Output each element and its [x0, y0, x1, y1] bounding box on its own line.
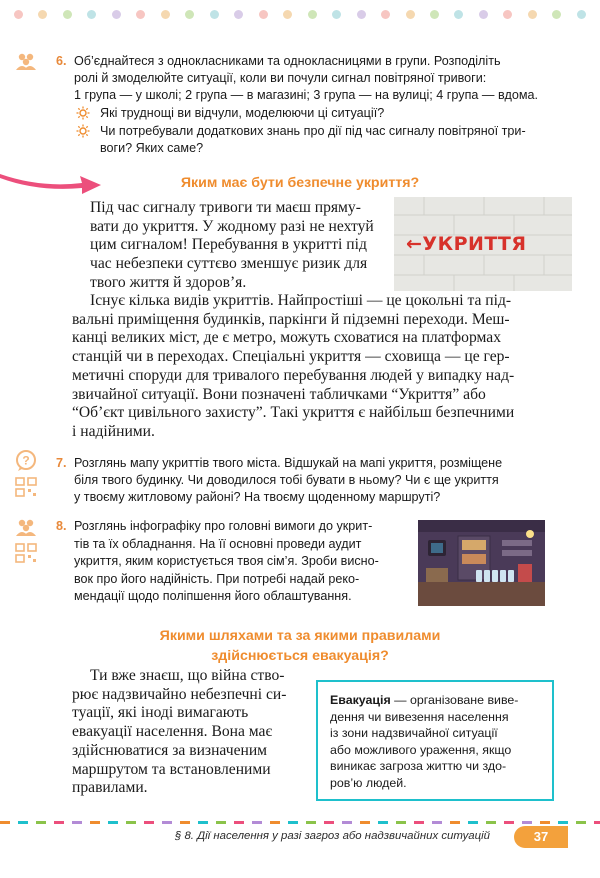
footer-dash — [72, 821, 82, 824]
footer-dash — [450, 821, 460, 824]
footer-dash — [36, 821, 46, 824]
footer-dash — [468, 821, 478, 824]
question-line: воги? Яких саме? — [100, 141, 204, 155]
footer-dash — [432, 821, 442, 824]
qr-code-icon — [14, 542, 38, 564]
decorative-dot — [136, 10, 145, 19]
para-line: станцій чи в переходах. Спеціальні укриття — сховища — це гер- — [72, 348, 510, 366]
definition-line: ров’ю людей. — [330, 775, 407, 790]
question-bubble-icon — [14, 450, 38, 472]
task-line: тів та їх обладнання. На її основні проведи аудит — [74, 536, 362, 551]
task-line: 1 група — у школі; 2 група — в магазині; 3 група — на вулиці; 4 група — вдома. — [74, 88, 539, 102]
footer-dash — [576, 821, 586, 824]
paragraph-evacuation — [72, 667, 300, 798]
decorative-dot — [63, 10, 72, 19]
para-line: метичні споруди для тривалого перебування людей у випадку над- — [72, 366, 515, 384]
question-line: Чи потребували додаткових знань про дії під час сигналу повітряної три- — [100, 124, 526, 138]
decorative-dot — [161, 10, 170, 19]
footer-dash — [108, 821, 118, 824]
paragraph-shelter-types — [72, 292, 576, 442]
decorative-dot — [406, 10, 415, 19]
para-line: звичайної ситуації. Вони позначені табличками “Укриття” або — [72, 385, 486, 403]
footer-dash — [90, 821, 100, 824]
footer-dash — [396, 821, 406, 824]
people-group-icon — [14, 516, 38, 538]
decorative-dot — [381, 10, 390, 19]
decorative-dot — [430, 10, 439, 19]
task-number: 6. — [56, 54, 67, 68]
paragraph-shelter-intro — [90, 199, 376, 293]
footer-dash — [486, 821, 496, 824]
footer-dash — [126, 821, 136, 824]
footer-dash — [144, 821, 154, 824]
decorative-dot — [577, 10, 586, 19]
footer-dash — [0, 821, 10, 824]
footer-dash — [234, 821, 244, 824]
para-line: вальні приміщення будинків, паркінги й підземні переходи. Меш- — [72, 310, 510, 328]
page-number: 37 — [514, 826, 568, 848]
decorative-dot — [38, 10, 47, 19]
decorative-dot — [454, 10, 463, 19]
para-line: “Об’єкт цивільного захисту”. Такі укриття є найбільш безпечними — [72, 404, 515, 422]
task-7 — [56, 455, 576, 506]
definition-line: виникає загроза життю чи здо- — [330, 759, 507, 773]
qr-code-icon — [14, 476, 38, 498]
task-line: Розглянь інфографіку про головні вимоги до укрит- — [74, 519, 373, 533]
para-line: Існує кілька видів укриттів. Найпростіші — це цокольні та під- — [90, 292, 512, 309]
definition-box — [316, 680, 554, 801]
task-line: Об’єднайтеся з однокласниками та однокласницями в групи. Розподіліть — [74, 54, 501, 68]
decorative-dot — [185, 10, 194, 19]
task-line: Розглянь мапу укриттів твого міста. Відшукай на мапі укриття, розміщене — [74, 456, 503, 470]
para-line: вати до укриття. У жодному разі не нехтуй — [90, 217, 374, 235]
task-8 — [56, 518, 408, 606]
para-line: евакуації населення. Вона має — [72, 723, 273, 741]
task-line: укриття, яким користується твоя сім’я. Зроби висно- — [74, 554, 379, 569]
decorative-dot — [552, 10, 561, 19]
para-line: канці великих міст, де є метро, можуть сховатися на платформах — [72, 329, 501, 347]
decorative-dot — [528, 10, 537, 19]
task-number: 7. — [56, 456, 67, 470]
section-heading-shelter: Яким має бути безпечне укриття? — [180, 175, 420, 191]
footer-dash — [360, 821, 370, 824]
sun-bullet-icon — [76, 106, 90, 120]
para-line: твого життя й здоров’я. — [90, 273, 247, 291]
footer-section-title: § 8. Дії населення у разі загроз або надзвичайних ситуацій — [174, 830, 490, 842]
footer-dash — [162, 821, 172, 824]
footer-dash — [378, 821, 388, 824]
para-line: маршрутом та встановленими — [72, 760, 271, 778]
question-line: Які труднощі ви відчули, моделюючи ці ситуації? — [100, 106, 385, 120]
decorative-dot — [234, 10, 243, 19]
para-line: Ти вже знаєш, що війна ство- — [90, 667, 285, 684]
footer-dash — [504, 821, 514, 824]
top-decorative-dots — [14, 10, 586, 20]
task-6 — [56, 53, 576, 157]
para-line: Під час сигналу тривоги ти маєш пряму- — [90, 199, 361, 216]
para-line: і надійними. — [72, 422, 155, 440]
para-line: рює надзвичайно небезпечні си- — [72, 685, 287, 703]
footer-dash — [198, 821, 208, 824]
definition-first-line — [330, 692, 540, 709]
footer-dashed-line — [0, 821, 600, 824]
decorative-dot — [14, 10, 23, 19]
sun-bullet-icon — [76, 124, 90, 138]
definition-line: дення чи вивезення населення — [330, 709, 509, 724]
shelter-sign-text: ←УКРИТТЯ — [406, 233, 527, 255]
decorative-dot — [283, 10, 292, 19]
definition-term: Евакуація — [330, 693, 391, 707]
question-item — [74, 123, 576, 157]
para-line: туації, які іноді вимагають — [72, 704, 249, 722]
decorative-dot — [357, 10, 366, 19]
task-number: 8. — [56, 519, 67, 533]
people-group-icon — [14, 50, 38, 72]
footer-dash — [324, 821, 334, 824]
footer-dash — [306, 821, 316, 824]
footer-dash — [540, 821, 550, 824]
question-item — [74, 105, 576, 122]
task-line: вок про його надійність. При потребі надай реко- — [74, 571, 360, 586]
decorative-dot — [87, 10, 96, 19]
decorative-dot — [479, 10, 488, 19]
para-line: час небезпеки суттєво зменшує ризик для — [90, 255, 368, 273]
definition-line: із зони надзвичайної ситуації — [330, 726, 498, 740]
decorative-dot — [503, 10, 512, 19]
footer-dash — [18, 821, 28, 824]
decorative-dot — [210, 10, 219, 19]
footer-dash — [270, 821, 280, 824]
definition-text: — організоване виве- — [390, 693, 519, 707]
task-line: мендації щодо поліпшення його облаштування. — [74, 589, 352, 604]
decorative-dot — [259, 10, 268, 19]
footer-dash — [252, 821, 262, 824]
footer-dash — [414, 821, 424, 824]
para-line: правилами. — [72, 779, 148, 797]
para-line: здійснюватися за визначеним — [72, 741, 268, 759]
shelter-sign-photo — [394, 197, 572, 291]
decorative-dot — [332, 10, 341, 19]
definition-line: або можливого ураження, якщо — [330, 742, 512, 757]
footer-dash — [594, 821, 600, 824]
para-line: цим сигналом! Перебування в укритті під — [90, 236, 367, 254]
heading-line: Якими шляхами та за якими правилами — [159, 628, 441, 644]
section-heading-evacuation — [0, 626, 600, 666]
task-line: у твоєму житловому районі? На твоєму щоденному маршруті? — [74, 490, 441, 504]
shelter-room-illustration — [418, 520, 545, 606]
decorative-dot — [112, 10, 121, 19]
footer-dash — [216, 821, 226, 824]
footer-dash — [342, 821, 352, 824]
footer-dash — [54, 821, 64, 824]
task-line: ролі й змоделюйте ситуації, коли ви почули сигнал повітряної тривоги: — [74, 71, 487, 85]
footer-dash — [558, 821, 568, 824]
decorative-dot — [308, 10, 317, 19]
heading-line: здійснюється евакуація? — [211, 648, 389, 664]
footer-dash — [180, 821, 190, 824]
task-line: біля твого будинку. Чи доводилося тобі бувати в ньому? Чи є ще укриття — [74, 473, 499, 487]
svg-text:?: ? — [22, 453, 30, 468]
footer-dash — [522, 821, 532, 824]
footer-dash — [288, 821, 298, 824]
